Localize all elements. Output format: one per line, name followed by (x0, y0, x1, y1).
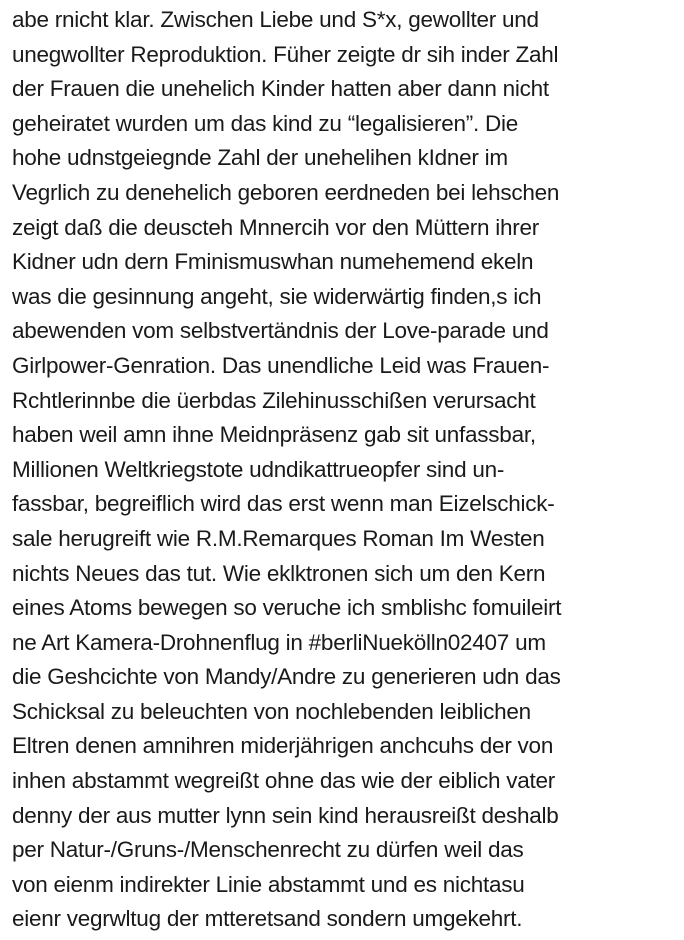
text-line-20: die Geshcichte von Mandy/Andre zu generieren udn das (12, 664, 561, 690)
text-line-23: inhen abstammt wegreißt ohne das wie der eiblich vater (12, 768, 556, 794)
text-line-27: eienr vegrwltug der mtteretsand sondern umgekehrt. (12, 906, 523, 932)
text-line-14: Millionen Weltkriegstote udndikattrueopfer sind un- (12, 456, 505, 482)
text-line-12: Rchtlerinnbe die üerbdas Zilehinusschißen verursacht (12, 387, 536, 413)
text-line-21: Schicksal zu beleuchten von nochlebenden leiblichen (12, 698, 531, 724)
text-line-17: nichts Neues das tut. Wie eklktronen sich um den Kern (12, 560, 546, 586)
text-line-6: Vegrlich zu denehelich geboren eerdneden bei lehschen (12, 179, 560, 205)
text-line-24: denny der aus mutter lynn sein kind herausreißt deshalb (12, 802, 559, 828)
text-line-25: per Natur-/Gruns-/Menschenrecht zu dürfen weil das (12, 837, 524, 863)
text-line-19: ne Art Kamera-Drohnenflug in #berliNuekölln02407 um (12, 629, 546, 655)
text-line-16: sale herugreift wie R.M.Remarques Roman Im Westen (12, 525, 545, 551)
text-line-8: Kidner udn dern Fminismuswhan numehemend ekeln (12, 249, 534, 275)
text-line-11: Girlpower-Genration. Das unendliche Leid was Frauen- (12, 352, 550, 378)
text-line-13: haben weil amn ihne Meidnpräsenz gab sit unfassbar, (12, 422, 536, 448)
body-text (12, 3, 680, 937)
text-line-18: eines Atoms bewegen so veruche ich smblishc fomuileirt (12, 595, 562, 621)
text-line-3: der Frauen die unehelich Kinder hatten aber dann nicht (12, 76, 549, 102)
text-line-5: hohe udnstgeiegnde Zahl der unehelihen kIdner im (12, 145, 508, 171)
text-line-22: Eltren denen amnihren miderjährigen anchcuhs der von (12, 733, 554, 759)
text-line-2: unegwollter Reproduktion. Füher zeigte dr sih inder Zahl (12, 41, 559, 67)
text-line-1: abe rnicht klar. Zwischen Liebe und S*x, gewollter und (12, 7, 539, 32)
text-line-26: von eienm indirekter Linie abstammt und es nichtasu (12, 871, 525, 897)
text-line-15: fassbar, begreiflich wird das erst wenn man Eizelschick- (12, 491, 555, 517)
text-line-9: was die gesinnung angeht, sie widerwärtig finden,s ich (12, 283, 542, 309)
text-line-7: zeigt daß die deuscteh Mnnercih vor den Müttern ihrer (12, 214, 540, 240)
text-line-10: abewenden vom selbstvertändnis der Love-parade und (12, 318, 549, 344)
text-line-4: geheiratet wurden um das kind zu “legalisieren”. Die (12, 110, 519, 136)
